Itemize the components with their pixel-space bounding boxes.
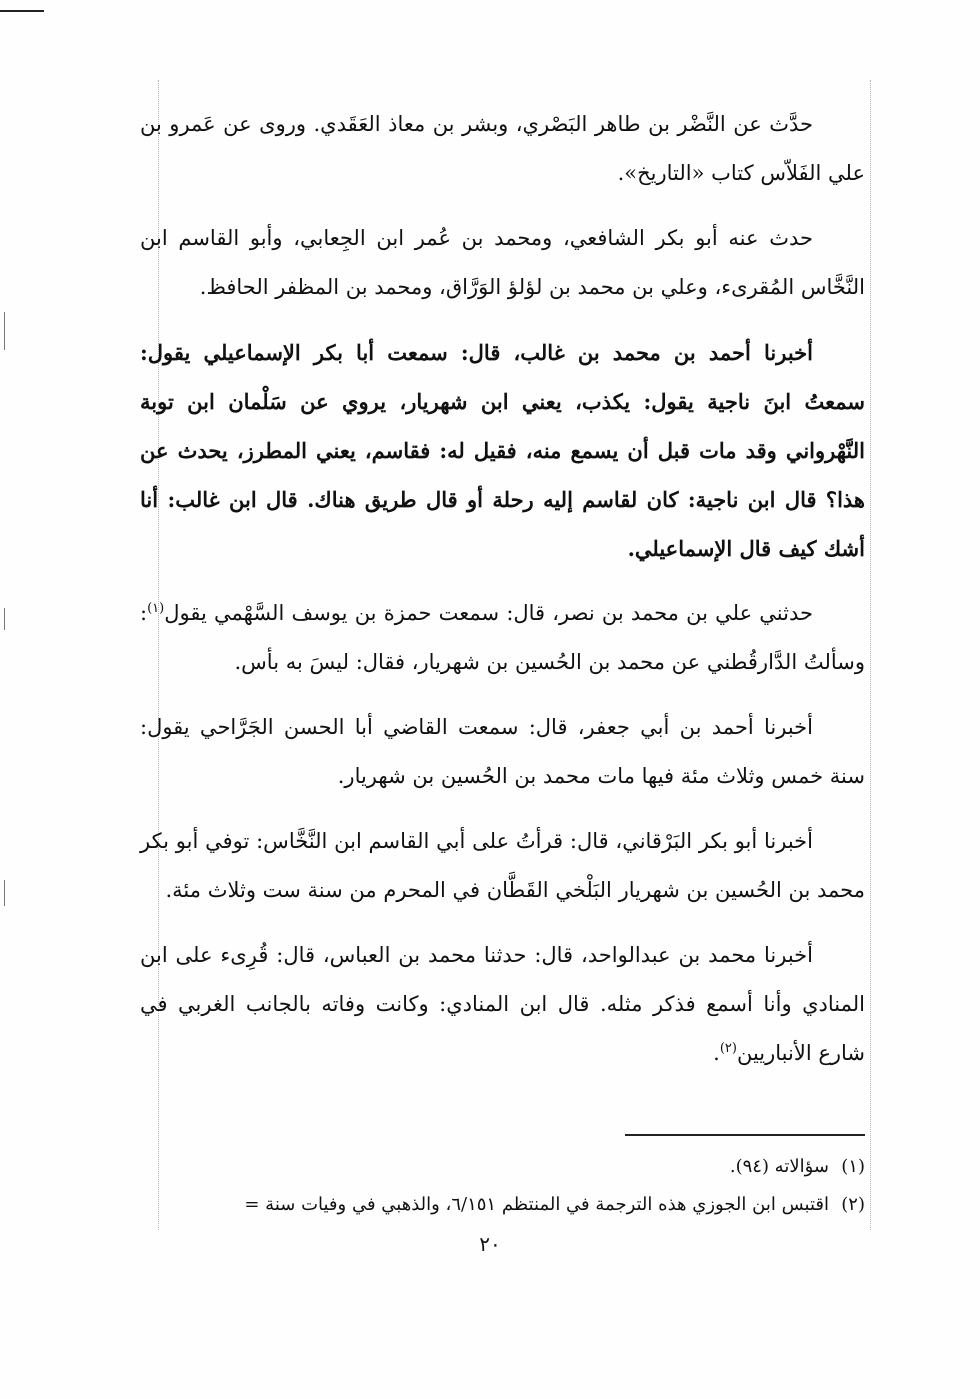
paragraph-3: أخبرنا أحمد بن محمد بن غالب، قال: سمعت أبا بكر الإسماعيلي يقول: سمعتُ ابنَ ناجية يقول: يكذب، يعني ابن شهريار، يروي عن سَلْمان ابن توبة النَّهْرواني وقد مات قبل أن يسمع منه، فقيل له: فقاسم، يعني المطرز، يحدث عن هذا؟ قال ابن ناجية: كان لقاسم إليه رحلة أو قال طريق هناك. قال ابن غالب: أنا أشك كيف قال الإسماعيلي.	[140, 340, 865, 561]
paragraph-7-text-before: أخبرنا محمد بن عبدالواحد، قال: حدثنا محمد بن العباس، قال: قُرِىء على ابن المنادي وأنا أسمع فذكر مثله. قال ابن المنادي: وكانت وفاته بالجانب الغربي في شارع الأنباريين	[140, 943, 865, 1065]
footnote-1	[130, 1148, 865, 1186]
footnote-text: اقتبس ابن الجوزي هذه الترجمة في المنتظم ٦/١٥١، والذهبي في وفيات سنة =	[244, 1194, 829, 1215]
paragraph-7	[140, 931, 865, 1078]
paragraph-4	[140, 589, 865, 687]
scan-dotted-line	[870, 80, 871, 1230]
paragraph-5: أخبرنا أحمد بن أبي جعفر، قال: سمعت القاضي أبا الحسن الجَرَّاحي يقول: سنة خمس وثلاث مئة فيها مات محمد بن الحُسين بن شهريار.	[140, 715, 865, 788]
paragraph-1: حدَّث عن النَّضْر بن طاهر البَصْري، وبشر بن معاذ العَقَدي. وروى عن عَمرو بن علي الفَلاّس كتاب «التاريخ».	[140, 112, 865, 185]
footnote-separator	[625, 1134, 865, 1136]
scan-edge-mark	[4, 608, 5, 630]
paragraph-4-text-before: حدثني علي بن محمد بن نصر، قال: سمعت حمزة بن يوسف السَّهْمي يقول	[164, 601, 813, 625]
footnote-reference-2: (٢)	[719, 1041, 737, 1056]
scan-edge-mark	[4, 880, 5, 906]
footnote-2	[130, 1186, 865, 1224]
paragraph-7-text-after: .	[713, 1041, 720, 1065]
scan-edge-mark	[4, 312, 5, 350]
footnote-text: سؤالاته (٩٤).	[729, 1156, 829, 1177]
scan-corner-line	[0, 10, 44, 12]
footnote-reference-1: (١)	[147, 601, 165, 616]
paragraph-6: أخبرنا أبو بكر البَرْقاني، قال: قرأتُ على أبي القاسم ابن النَّخَّاس: توفي أبو بكر محمد بن الحُسين بن شهريار البَلْخي القَطَّان في المحرم من سنة ست وثلاث مئة.	[140, 829, 865, 902]
page-number: ٢٠	[479, 1232, 501, 1256]
footnote-number: (١)	[841, 1156, 865, 1177]
footnotes	[130, 1148, 865, 1224]
paragraph-4-text-after: : وسألتُ الدَّارقُطني عن محمد بن الحُسين بن شهريار، فقال: ليسَ به بأس.	[140, 601, 865, 674]
paragraph-2: حدث عنه أبو بكر الشافعي، ومحمد بن عُمر ابن الجِعابي، وأبو القاسم ابن النَّخَّاس المُقرىء، وعلي بن محمد بن لؤلؤ الوَرَّاق، ومحمد بن المظفر الحافظ.	[140, 226, 865, 299]
footnote-number: (٢)	[841, 1194, 865, 1215]
body-text	[140, 100, 865, 1094]
